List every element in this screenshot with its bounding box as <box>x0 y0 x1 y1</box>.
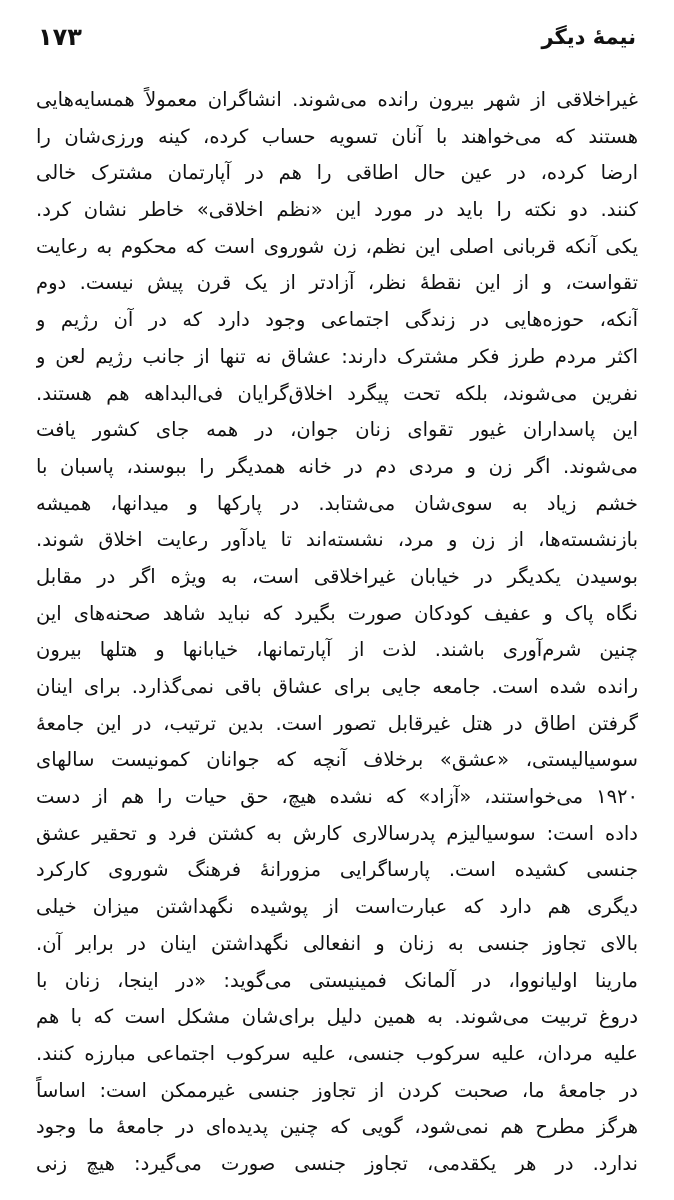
text-line: کنند. دو نکته را باید در مورد این «نظم اخلاقی» خاطر نشان کرد. <box>36 198 638 222</box>
text-line: سوسیالیستی، «عشق» برخلاف آنچه که جوانان کمونیست سالهای <box>36 748 638 772</box>
text-line: این پاسداران غیور تقوای زنان جوان، در همه جای کشور یافت <box>36 418 638 442</box>
text-line: داده است: سوسیالیزم پدرسالاری کارش به کشتن فرد و تحقیر عشق <box>36 821 638 845</box>
text-line: آنکه، حوزه‌هایی در زندگی اجتماعی وجود دارد که در آن رژیم و <box>36 308 638 332</box>
text-line: دروغ تربیت می‌شوند. به همین دلیل برای‌شان مشکل است که با هم <box>36 1005 638 1029</box>
text-line: تقواست، و از این نقطهٔ نظر، آزادتر از یک قرن پیش نیست. دوم <box>36 271 638 295</box>
page-number: ۱۷۳ <box>38 23 82 51</box>
text-line: دیگری هم دارد که عبارت‌است از پوشیده نگهداشتن میزان خیلی <box>36 895 638 919</box>
text-line: ارضا کرده، در عین حال اطاقی را هم در آپارتمان مشترک خالی <box>36 161 638 185</box>
text-line: گرفتن اطاق در هتل غیرقابل تصور است. بدین ترتیب، در این جامعهٔ <box>36 711 638 735</box>
running-title: نیمهٔ دیگر <box>541 25 636 49</box>
text-line: اکثر مردم طرز فکر مشترک دارند: عشاق نه تنها از جانب رژیم لعن و <box>36 344 638 368</box>
body-text <box>36 82 638 1183</box>
text-line: نفرین می‌شوند، بلکه تحت پیگرد اخلاق‌گرایان فی‌البداهه هم هستند. <box>36 381 638 405</box>
text-line: هستند که می‌خواهند با آنان تسویه حساب کرده، کینه ورزی‌شان را <box>36 124 638 148</box>
text-line: بوسیدن یکدیگر در خیابان غیراخلاقی است، به ویژه اگر در مقابل <box>36 564 638 588</box>
text-line: نگاه پاک و عفیف کودکان صورت بگیرد که نباید شاهد صحنه‌های این <box>36 601 638 625</box>
text-line: علیه مردان، علیه سرکوب جنسی، علیه سرکوب اجتماعی مبارزه کنند. <box>36 1041 638 1065</box>
page-header <box>38 22 636 62</box>
text-line: چنین شرم‌آوری باشند. لذت از آپارتمانها، خیابانها و هتلها بیرون <box>36 638 638 662</box>
text-line: در جامعهٔ ما، صحبت کردن از تجاوز جنسی غیرممکن است: اساساً <box>36 1078 638 1102</box>
text-line: غیراخلاقی از شهر بیرون رانده می‌شوند. انشاگران معمولاً همسایه‌هایی <box>36 88 638 111</box>
text-line: مارینا اولیانووا، در آلمانک فمینیستی می‌گوید: «در اینجا، زنان با <box>36 968 638 992</box>
text-line: بالای تجاوز جنسی به زنان و انفعالی نگهداشتن اینان در برابر آن. <box>36 931 638 955</box>
text-line: هرگز مطرح هم نمی‌شود، گویی که چنین پدیده‌ای در جامعهٔ ما وجود <box>36 1115 638 1139</box>
text-line: ندارد. در هر یکقدمی، تجاوز جنسی صورت می‌گیرد: هیچ زنی <box>36 1151 638 1175</box>
text-line: خشم زیاد به سوی‌شان می‌شتابد. در پارکها و میدانها، همیشه <box>36 491 638 515</box>
text-line: می‌شوند. اگر زن و مردی دم در خانه همدیگر را ببوسند، پاسبان با <box>36 454 638 478</box>
text-line: ۱۹۲۰ می‌خواستند، «آزاد» که نشده هیچ، حق حیات را هم از دست <box>36 785 638 809</box>
text-line: جنسی کشیده است. پارساگرایی مزورانهٔ فرهنگ شوروی کارکرد <box>36 858 638 882</box>
text-line: بازنشسته‌ها، از زن و مرد، نشسته‌اند تا یادآور رعایت اخلاق شوند. <box>36 528 638 552</box>
text-line: رانده شده است. جامعه جایی برای عشاق باقی نمی‌گذارد. برای اینان <box>36 675 638 698</box>
text-line: یکی آنکه قربانی اصلی این نظم، زن شوروی است که محکوم به رعایت <box>36 234 638 258</box>
